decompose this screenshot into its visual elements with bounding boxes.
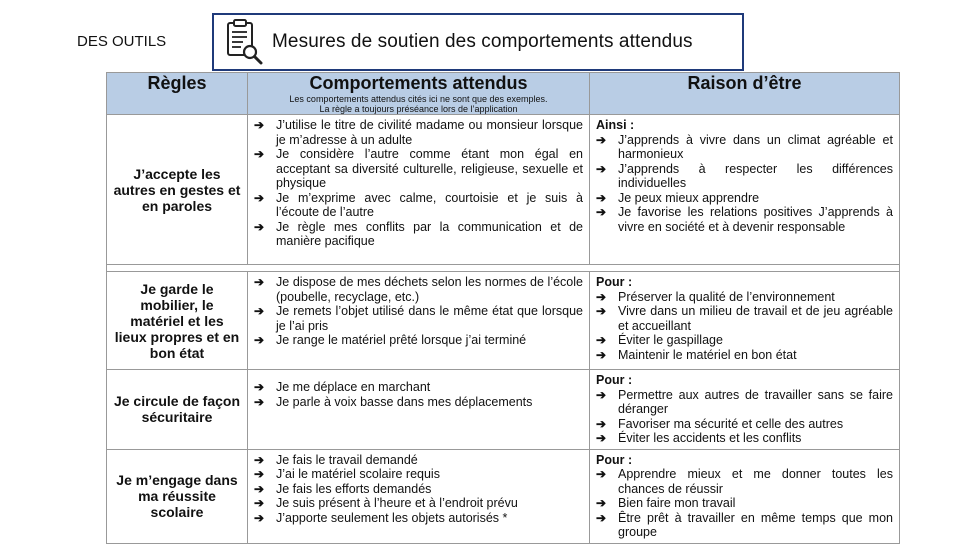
arrow-icon: ➔ [596, 190, 607, 205]
arrow-icon: ➔ [254, 275, 265, 289]
arrow-icon: ➔ [254, 147, 265, 161]
clipboard-search-icon [222, 17, 266, 67]
arrow-icon: ➔ [254, 219, 265, 234]
arrow-icon: ➔ [596, 161, 607, 176]
list-item: ➔ Je parle à voix basse dans mes déplacements [254, 394, 533, 409]
list-item: ➔ Je me déplace en marchant [254, 380, 431, 394]
list-item: ➔ Être prêt à travailler en même temps que mon groupe [596, 510, 893, 539]
arrow-icon: ➔ [254, 190, 265, 205]
list-item: ➔ Éviter les accidents et les conflits [596, 431, 802, 445]
list-item: ➔ J’apprends à vivre dans un climat agréable et harmonieux [596, 132, 893, 161]
reason-cell [590, 449, 900, 543]
behaviours-cell [248, 115, 590, 265]
list-item: ➔ Je m’exprime avec calme, courtoisie et je suis à l’écoute de l’autre [254, 190, 583, 219]
table-row [107, 272, 900, 370]
arrow-icon: ➔ [596, 510, 607, 525]
behaviours-cell [248, 370, 590, 450]
arrow-icon: ➔ [596, 333, 607, 347]
header-reason: Raison d’être [590, 73, 900, 115]
arrow-icon: ➔ [596, 467, 607, 481]
arrow-icon: ➔ [596, 205, 607, 219]
list-item: ➔ Permettre aux autres de travailler sans se faire déranger [596, 387, 893, 416]
list-item: ➔ Préserver la qualité de l’environnement [596, 289, 835, 304]
list-item: ➔ Éviter le gaspillage [596, 333, 723, 347]
title-banner [212, 13, 744, 71]
row-separator [107, 265, 900, 272]
arrow-icon: ➔ [596, 347, 607, 362]
arrow-icon: ➔ [254, 380, 265, 394]
behaviours-cell [248, 449, 590, 543]
list-item: ➔ Je règle mes conflits par la communication et de manière pacifique [254, 219, 583, 248]
arrow-icon: ➔ [254, 304, 265, 318]
arrow-icon: ➔ [254, 481, 265, 496]
list-item: ➔ Apprendre mieux et me donner toutes les chances de réussir [596, 467, 893, 496]
arrow-icon: ➔ [596, 132, 607, 147]
reason-intro: Pour : [596, 373, 633, 387]
list-item: ➔ Je suis présent à l’heure et à l’endroit prévu [254, 496, 518, 510]
reason-intro: Pour : [596, 452, 633, 467]
reason-intro: Pour : [596, 275, 633, 289]
arrow-icon: ➔ [254, 394, 265, 409]
rules-table [106, 72, 900, 544]
section-label: DES OUTILS [77, 33, 167, 50]
list-item: ➔ Je favorise les relations positives J’apprends à vivre en société et à devenir responsable [596, 205, 893, 234]
list-item: ➔ J’ai le matériel scolaire requis [254, 467, 440, 481]
arrow-icon: ➔ [254, 496, 265, 510]
table-row [107, 370, 900, 450]
behaviours-cell [248, 272, 590, 370]
list-item: ➔ Je considère l’autre comme étant mon égal en acceptant sa diversité culturelle, religieuse, sexuelle et physique [254, 147, 583, 190]
list-item: ➔ Je range le matériel prêté lorsque j’ai terminé [254, 333, 527, 347]
list-item: ➔ Je fais les efforts demandés [254, 481, 432, 496]
rule-cell: Je circule de façon sécuritaire [107, 370, 248, 450]
arrow-icon: ➔ [254, 467, 265, 481]
arrow-icon: ➔ [596, 416, 607, 431]
list-item: ➔ Je fais le travail demandé [254, 452, 418, 467]
table-row [107, 449, 900, 543]
list-item: ➔ Favoriser ma sécurité et celle des autres [596, 416, 844, 431]
page-title: Mesures de soutien des comportements attendus [272, 31, 693, 52]
arrow-icon: ➔ [596, 304, 607, 318]
reason-cell [590, 115, 900, 265]
arrow-icon: ➔ [596, 387, 607, 402]
list-item: ➔ Bien faire mon travail [596, 496, 736, 510]
reason-cell [590, 272, 900, 370]
arrow-icon: ➔ [596, 289, 607, 304]
reason-cell [590, 370, 900, 450]
list-item: ➔ Je remets l’objet utilisé dans le même état que lorsque je l’ai pris [254, 304, 583, 333]
list-item: ➔ Maintenir le matériel en bon état [596, 347, 797, 362]
rule-cell: J’accepte les autres en gestes et en paroles [107, 115, 248, 265]
list-item: ➔ J’apporte seulement les objets autorisés * [254, 510, 508, 525]
arrow-icon: ➔ [254, 510, 265, 525]
arrow-icon: ➔ [254, 118, 265, 132]
rule-cell: Je garde le mobilier, le matériel et les lieux propres et en bon état [107, 272, 248, 370]
list-item: ➔ Vivre dans un milieu de travail et de jeu agréable et accueillant [596, 304, 893, 333]
list-item: ➔ Je peux mieux apprendre [596, 190, 760, 205]
list-item: ➔ J’utilise le titre de civilité madame ou monsieur lorsque je m’adresse à un adulte [254, 118, 583, 147]
table-row [107, 115, 900, 265]
arrow-icon: ➔ [254, 333, 265, 347]
list-item: ➔ J’apprends à respecter les différences individuelles [596, 161, 893, 190]
arrow-icon: ➔ [254, 452, 265, 467]
reason-intro: Ainsi : [596, 118, 635, 132]
list-item: ➔ Je dispose de mes déchets selon les normes de l’école (poubelle, recyclage, etc.) [254, 275, 583, 304]
rule-cell: Je m’engage dans ma réussite scolaire [107, 449, 248, 543]
arrow-icon: ➔ [596, 431, 607, 445]
arrow-icon: ➔ [596, 496, 607, 510]
table-header-row [107, 73, 900, 115]
header-behaviours: Comportements attendus Les comportements attendus cités ici ne sont que des exemples. La règle a toujours préséance lors de l’application [248, 73, 590, 115]
header-rules: Règles [107, 73, 248, 115]
